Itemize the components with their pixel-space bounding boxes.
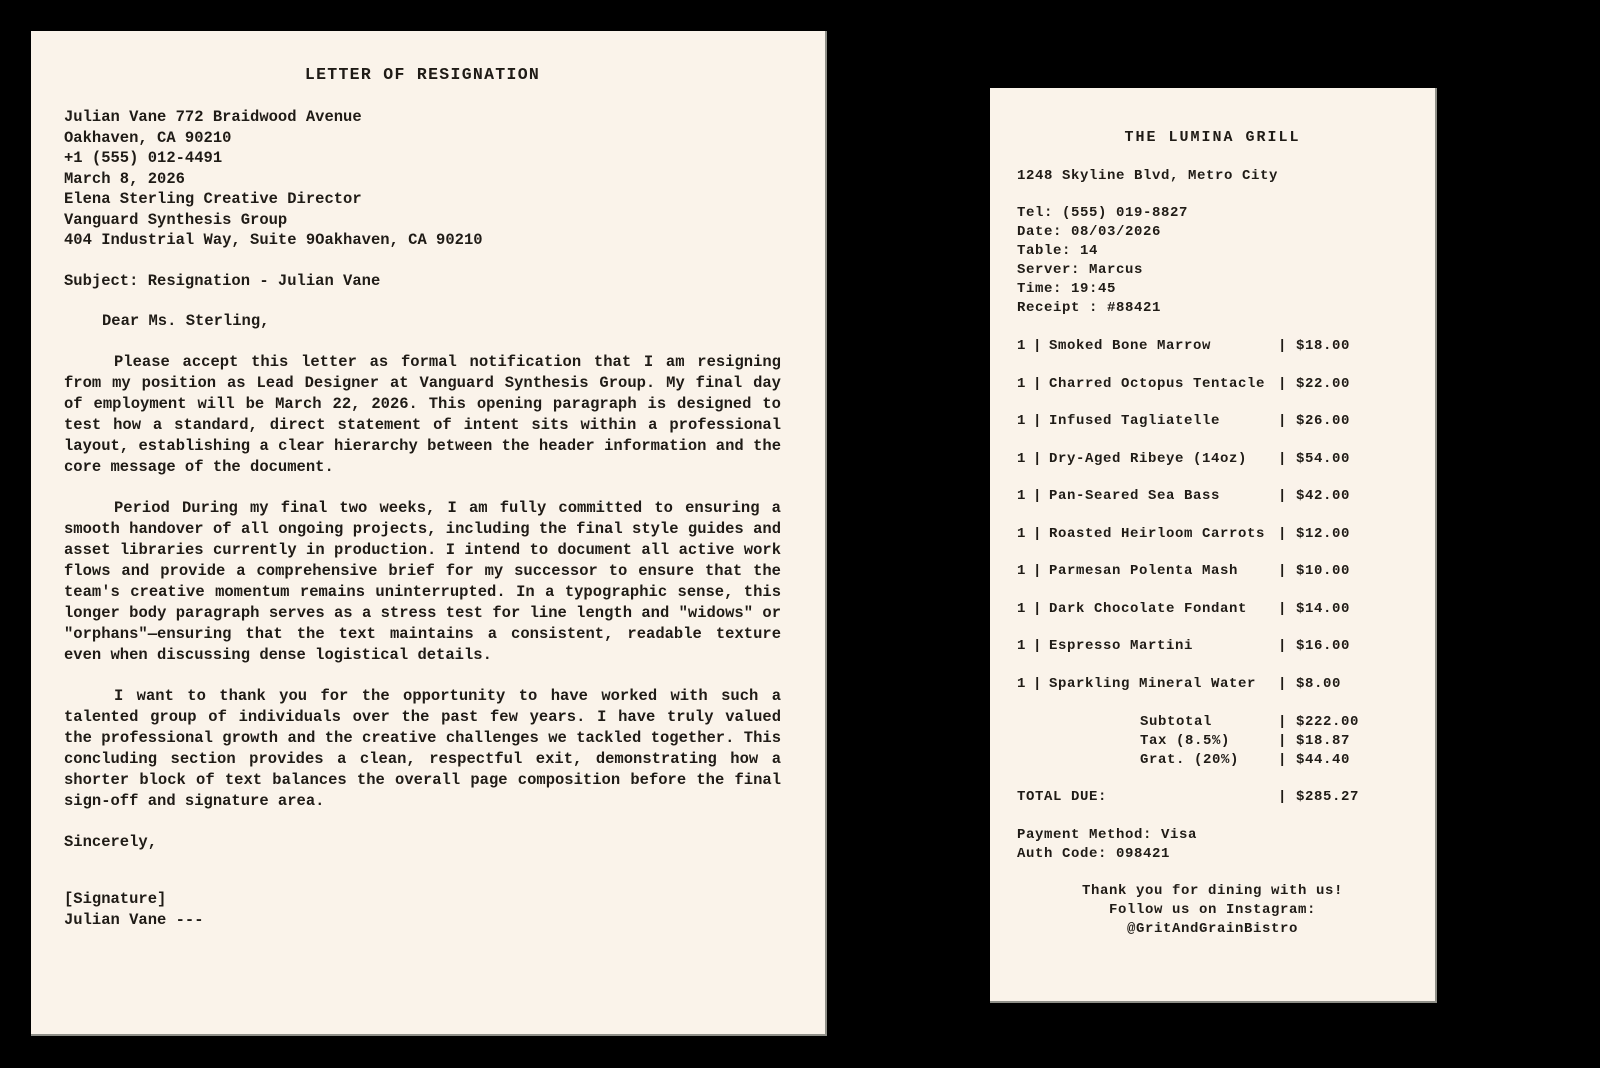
receipt-footer [1017,882,1408,939]
item-price: $10.00 [1296,563,1351,579]
column-divider: | [1278,375,1288,392]
letter-salutation: Dear Ms. Sterling, [102,311,270,330]
receipt-item-row [1017,525,1408,544]
letter-header-line: Elena Sterling Creative Director [64,190,362,208]
receipt-item-row [1017,412,1408,431]
gratuity-row [1017,751,1408,770]
column-divider: | [1033,375,1043,392]
item-name: Sparkling Mineral Water [1049,675,1257,692]
receipt-items-list [1017,337,1408,694]
column-divider: | [1278,338,1288,354]
item-price: $22.00 [1296,375,1351,392]
item-name: Dark Chocolate Fondant [1049,600,1248,617]
item-name: Charred Octopus Tentacle [1049,375,1266,392]
column-divider: | [1278,732,1288,749]
item-qty: 1 [1017,338,1027,354]
signature-placeholder: [Signature] [64,889,167,908]
tax-label: Tax (8.5%) [1140,732,1231,749]
item-qty: 1 [1017,525,1027,542]
item-name: Espresso Martini [1049,638,1194,654]
item-qty: 1 [1017,600,1027,617]
letter-header-line: Julian Vane 772 Braidwood Avenue [64,108,362,126]
letter-header-block [64,107,781,251]
column-divider: | [1278,525,1288,542]
receipt-item-row [1017,375,1408,394]
item-price: $26.00 [1296,413,1351,429]
column-divider: | [1278,563,1288,579]
letter-header-line: 404 Industrial Way, Suite 9Oakhaven, CA 90210 [64,231,483,249]
item-qty: 1 [1017,375,1027,392]
item-price: $16.00 [1296,638,1351,654]
item-price: $54.00 [1296,450,1351,467]
item-price: $12.00 [1296,525,1351,542]
tax-value: $18.87 [1296,732,1351,749]
letter-paragraph: Please accept this letter as formal notification that I am resigning from my position as Lead Designer at Vanguard Synthesis Group. My final day of employment will be March 22, 2026. This opening paragraph is designed to test how a standard, direct statement of intent sits within a professional layout, establishing a clear hierarchy between the header information and the core message of the document. [64,352,781,476]
footer-thanks-line: Thank you for dining with us! [1081,882,1344,899]
column-divider: | [1033,488,1043,504]
letter-header-line: Oakhaven, CA 90210 [64,128,232,147]
item-qty: 1 [1017,413,1027,429]
item-name: Smoked Bone Marrow [1049,338,1212,354]
item-qty: 1 [1017,450,1027,467]
column-divider: | [1278,751,1288,768]
column-divider: | [1278,600,1288,617]
resignation-letter-page [31,31,827,1036]
receipt-page [990,88,1437,1003]
payment-method-line: Payment Method: Visa [1017,826,1198,843]
receipt-info-line: Tel: (555) 019-8827 [1017,205,1189,221]
signature-name: Julian Vane --- [64,910,204,929]
item-qty: 1 [1017,488,1027,504]
column-divider: | [1033,525,1043,542]
footer-handle-line: @GritAndGrainBistro [1126,920,1299,937]
total-due-row [1017,788,1408,807]
column-divider: | [1278,638,1288,654]
column-divider: | [1033,450,1043,467]
receipt-info-line: Date: 08/03/2026 [1017,224,1162,240]
receipt-info-line: Table: 14 [1017,243,1099,259]
total-due-value: $285.27 [1296,788,1360,805]
column-divider: | [1278,788,1288,805]
item-name: Dry-Aged Ribeye (14oz) [1049,450,1248,467]
subtotal-row [1017,713,1408,732]
payment-block [1017,826,1408,864]
letter-header-line: Vanguard Synthesis Group [64,210,288,229]
column-divider: | [1033,338,1043,354]
item-price: $42.00 [1296,488,1351,504]
subtotal-value: $222.00 [1296,713,1360,730]
total-due-label: TOTAL DUE: [1017,788,1108,805]
column-divider: | [1033,638,1043,654]
subtotal-label: Subtotal [1140,713,1213,730]
column-divider: | [1033,675,1043,692]
column-divider: | [1278,450,1288,467]
item-qty: 1 [1017,563,1027,579]
letter-title: LETTER OF RESIGNATION [304,65,541,84]
footer-instagram-line: Follow us on Instagram: [1108,901,1317,918]
gratuity-label: Grat. (20%) [1140,751,1240,768]
auth-code-line: Auth Code: 098421 [1017,845,1171,862]
column-divider: | [1033,563,1043,579]
receipt-item-row [1017,450,1408,469]
letter-header-line: +1 (555) 012-4491 [64,149,223,167]
receipt-item-row [1017,562,1408,581]
receipt-item-row [1017,675,1408,694]
item-name: Parmesan Polenta Mash [1049,563,1239,579]
receipt-info-block [1017,204,1408,318]
column-divider: | [1033,600,1043,617]
letter-paragraph: I want to thank you for the opportunity to have worked with such a talented group of individuals over the past few years. I have truly valued the professional growth and the creative challenges we tackled together. This concluding section provides a clean, respectful exit, demonstrating how a shorter block of text balances the overall page composition before the final sign-off and signature area. [64,686,781,810]
item-qty: 1 [1017,675,1027,692]
item-price: $14.00 [1296,600,1351,617]
letter-header-line: March 8, 2026 [64,169,185,188]
letter-signature-block [64,889,781,931]
item-name: Infused Tagliatelle [1049,413,1221,429]
tax-row [1017,732,1408,751]
receipt-info-line: Receipt : #88421 [1017,300,1162,316]
receipt-item-row [1017,637,1408,656]
restaurant-address: 1248 Skyline Blvd, Metro City [1017,168,1279,184]
gratuity-value: $44.40 [1296,751,1351,768]
letter-paragraph: Period During my final two weeks, I am fully committed to ensuring a smooth handover of all ongoing projects, including the final style guides and asset libraries currently in production. I intend to document all active work flows and provide a comprehensive brief for my successor to ensure that the team's creative momentum remains uninterrupted. In a typographic sense, this longer body paragraph serves as a stress test for line length and "widows" or "orphans"—ensuring that the text maintains a consistent, readable texture even when discussing dense logistical details. [64,498,781,664]
receipt-item-row [1017,337,1408,356]
restaurant-name: THE LUMINA GRILL [1124,129,1301,146]
receipt-info-line: Time: 19:45 [1017,281,1117,297]
letter-closing: Sincerely, [64,832,158,851]
column-divider: | [1278,675,1288,692]
letter-subject-line: Subject: Resignation - Julian Vane [64,271,381,290]
column-divider: | [1278,713,1288,730]
column-divider: | [1033,413,1043,429]
receipt-info-line: Server: Marcus [1017,262,1144,278]
item-qty: 1 [1017,638,1027,654]
item-price: $8.00 [1296,675,1342,692]
receipt-item-row [1017,487,1408,506]
receipt-item-row [1017,600,1408,619]
column-divider: | [1278,488,1288,504]
item-price: $18.00 [1296,338,1351,354]
item-name: Roasted Heirloom Carrots [1049,525,1266,542]
receipt-totals-block [1017,713,1408,770]
column-divider: | [1278,413,1288,429]
item-name: Pan-Seared Sea Bass [1049,488,1221,504]
